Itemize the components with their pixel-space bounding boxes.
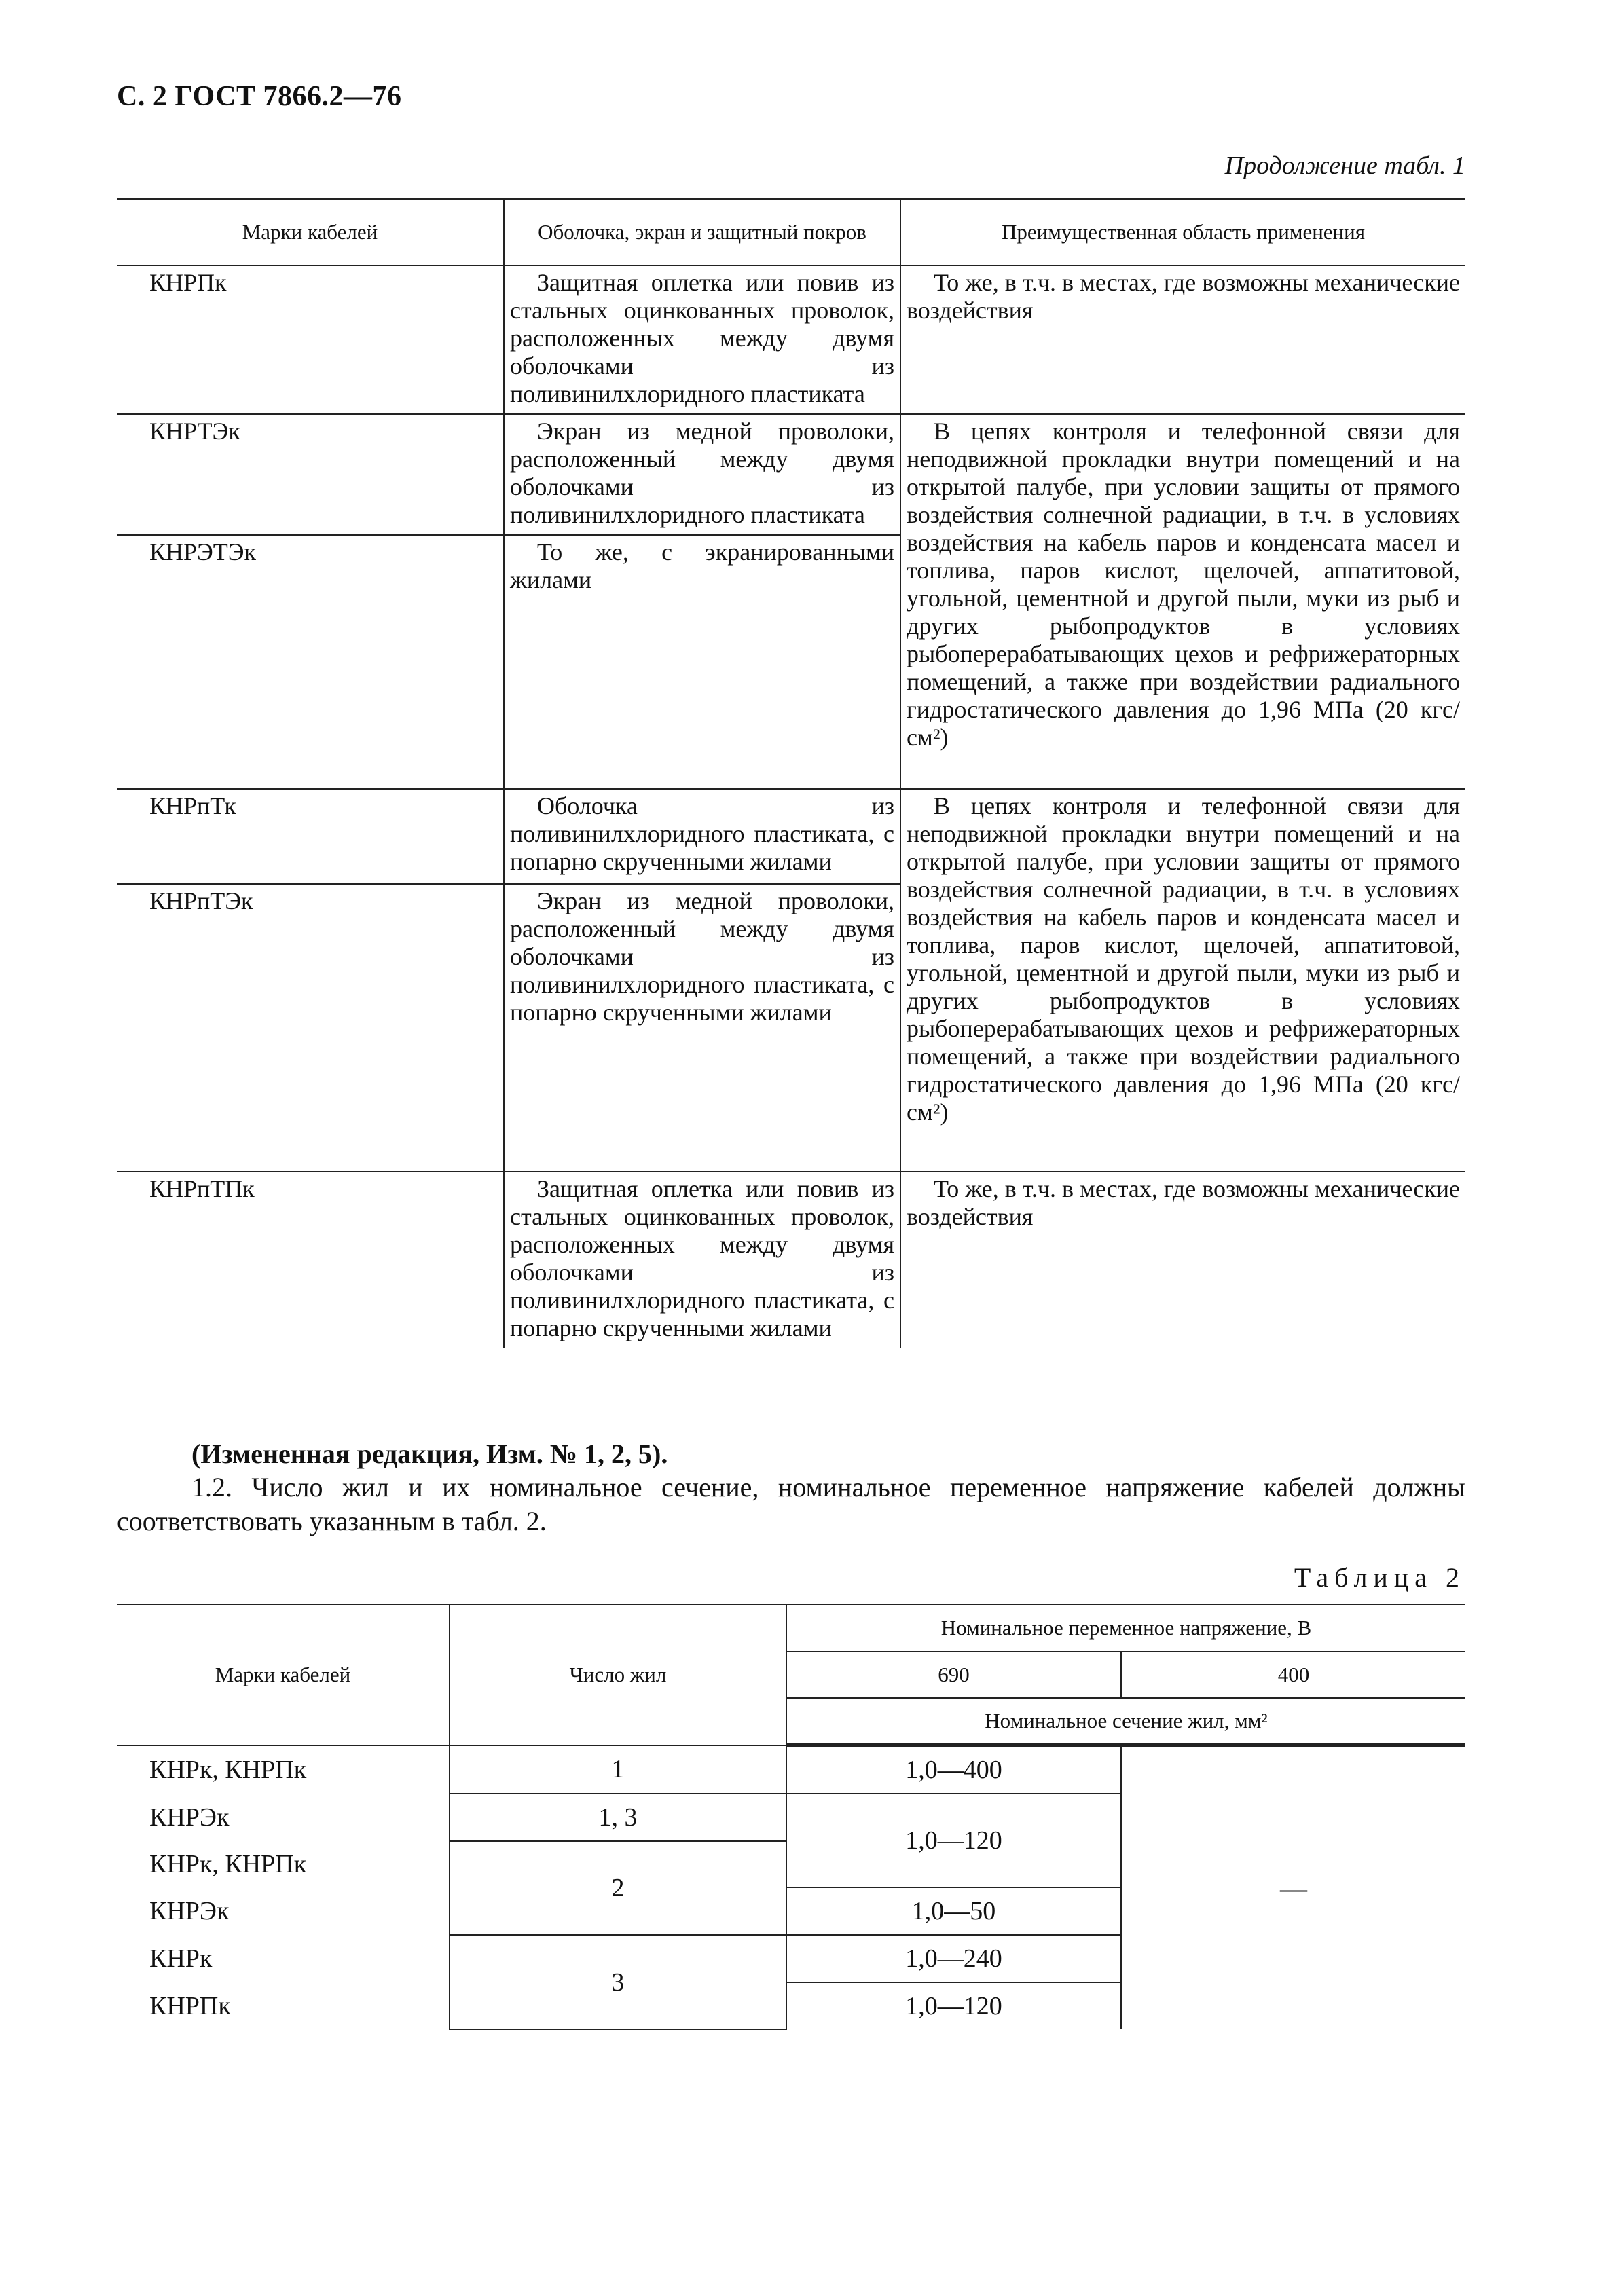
- cable-cover: Оболочка из поливинилхлоридного пластиката, с попарно скрученными жилами: [504, 789, 900, 884]
- section-690: 1,0—120: [786, 1982, 1121, 2029]
- cores-count: 1, 3: [450, 1794, 786, 1841]
- table-1-continuation: [117, 198, 1465, 1348]
- cable-mark: КНРк, КНРПк: [117, 1745, 450, 1794]
- cable-mark: КНРк: [117, 1935, 450, 1982]
- column-header-voltage-690: 690: [786, 1652, 1121, 1698]
- column-header-section: Номинальное сечение жил, мм²: [786, 1698, 1465, 1745]
- column-header-voltage-400: 400: [1121, 1652, 1465, 1698]
- cores-count: 3: [450, 1935, 786, 2029]
- cable-application: В цепях контроля и телефонной связи для неподвижной прокладки внутри помещений и на открытой палубе, при условии защиты от прямого воздействия солнечной радиации, в т.ч. в условиях воздействия на кабель паров и конденсата масел и топлива, паров кислот, щелочей, аппатитовой, угольной, цементной и другой пыли, муки из рыб и других рыбопродуктов в условиях рыбоперерабатывающих цехов и рефрижераторных помещений, а также при воздействии радиального гидростатического давления до 1,96 МПа (20 кгс/см²): [900, 414, 1465, 789]
- cable-application: В цепях контроля и телефонной связи для неподвижной прокладки внутри помещений и на открытой палубе, при условии защиты от прямого воздействия солнечной радиации, в т.ч. в условиях воздействия на кабель паров и конденсата масел и топлива, паров кислот, щелочей, аппатитовой, угольной, цементной и другой пыли, муки из рыб и других рыбопродуктов в условиях рыбоперерабатывающих цехов и рефрижераторных помещений, а также при воздействии радиального гидростатического давления до 1,96 МПа (20 кгс/см²): [900, 789, 1465, 1172]
- table-row: [117, 1745, 1465, 1794]
- cable-mark: КНРЭТЭк: [117, 535, 504, 789]
- section-690: 1,0—400: [786, 1745, 1121, 1794]
- amendment-note: (Измененная редакция, Изм. № 1, 2, 5).: [191, 1439, 668, 1469]
- table-2: [117, 1604, 1465, 2030]
- section-400: —: [1121, 1745, 1465, 2030]
- section-690: 1,0—240: [786, 1935, 1121, 1982]
- table-continuation-label: Продолжение табл. 1: [1224, 151, 1465, 180]
- cable-cover: Экран из медной проволоки, расположенный между двумя оболочками из поливинилхлоридного пластиката: [504, 414, 900, 535]
- cable-mark: КНРк, КНРПк: [117, 1841, 450, 1887]
- section-690: 1,0—50: [786, 1887, 1121, 1935]
- paragraph-1-2: 1.2. Число жил и их номинальное сечение, номинальное переменное напряжение кабелей должны соответствовать указанным в табл. 2.: [117, 1472, 1465, 1536]
- cable-cover: То же, с экранированными жилами: [504, 535, 900, 789]
- column-header-mark: Марки кабелей: [117, 1604, 450, 1745]
- cable-mark: КНРТЭк: [117, 414, 504, 535]
- table-2-label: Таблица 2: [1294, 1562, 1465, 1593]
- cores-count: 2: [450, 1841, 786, 1935]
- column-header-application: Преимущественная область применения: [900, 199, 1465, 265]
- cable-mark: КНРЭк: [117, 1794, 450, 1841]
- cable-cover: Защитная оплетка или повив из стальных оцинкованных проволок, расположенных между двумя оболочками из поливинилхлоридного пластиката: [504, 265, 900, 414]
- table-row: [117, 789, 1465, 884]
- cores-count: 1: [450, 1745, 786, 1794]
- cable-application: То же, в т.ч. в местах, где возможны механические воздействия: [900, 1172, 1465, 1348]
- page-header: С. 2 ГОСТ 7866.2—76: [117, 81, 402, 112]
- column-header-cover: Оболочка, экран и защитный покров: [504, 199, 900, 265]
- column-header-mark: Марки кабелей: [117, 199, 504, 265]
- column-header-cores: Число жил: [450, 1604, 786, 1745]
- column-header-voltage: Номинальное переменное напряжение, В: [786, 1604, 1465, 1652]
- cable-mark: КНРпТПк: [117, 1172, 504, 1348]
- table-header-row: [117, 199, 1465, 265]
- section-690: 1,0—120: [786, 1794, 1121, 1887]
- table-row: [117, 265, 1465, 414]
- cable-mark: КНРЭк: [117, 1887, 450, 1935]
- table-row: [117, 1172, 1465, 1348]
- cable-mark: КНРПк: [149, 269, 227, 296]
- cable-cover: Экран из медной проволоки, расположенный между двумя оболочками из поливинилхлоридного пластиката, с попарно скрученными жилами: [504, 884, 900, 1172]
- table-row: [117, 414, 1465, 535]
- cable-mark: КНРПк: [117, 1982, 450, 2029]
- cable-mark: КНРпТЭк: [117, 884, 504, 1172]
- cable-application: То же, в т.ч. в местах, где возможны механические воздействия: [900, 265, 1465, 414]
- cable-cover: Защитная оплетка или повив из стальных оцинкованных проволок, расположенных между двумя оболочками из поливинилхлоридного пластиката, с попарно скрученными жилами: [504, 1172, 900, 1348]
- cable-mark: КНРпТк: [117, 789, 504, 884]
